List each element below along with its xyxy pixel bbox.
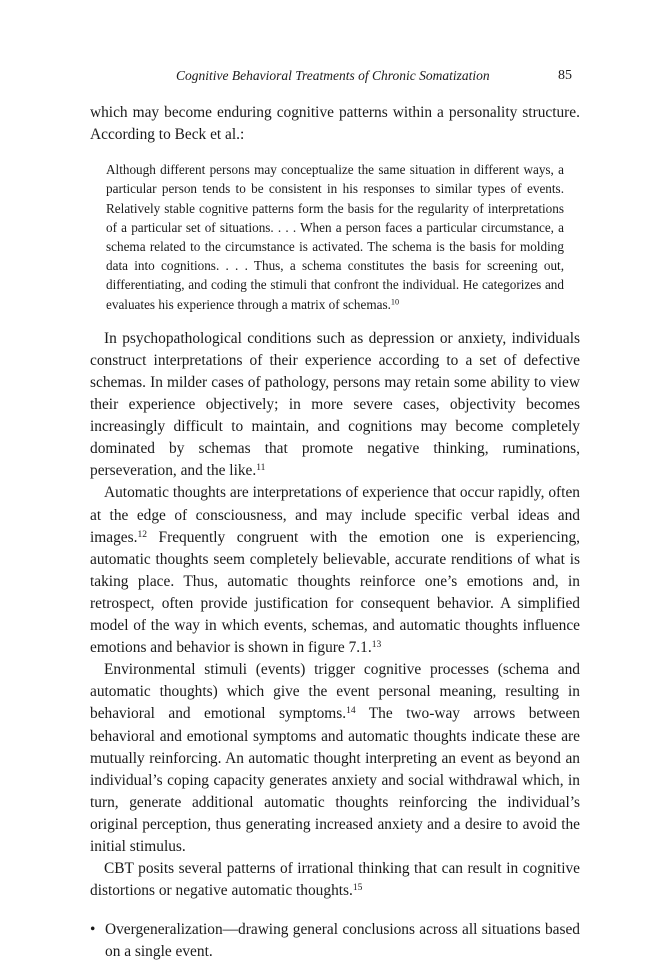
paragraph-text: The two-way arrows between behavioral and emotional symptoms and automatic thoughts indicate these are mutually reinforcing. An automatic thought interpreting an event as beyond an individual’s coping capacity generates anxiety and social withdrawal which, in turn, generate additional automatic thoughts reinforcing the individual’s original perception, thus generating increased anxiety and a desire to avoid the initial stimulus. xyxy=(90,705,580,855)
footnote-ref: 14 xyxy=(346,705,356,717)
paragraph-automatic-thoughts xyxy=(90,482,580,659)
footnote-ref: 15 xyxy=(352,881,363,893)
paragraph-text: Automatic thoughts are interpretations of experience that occur rapidly, often at the edge of consciousness, and may include specific verbal ideas and images. xyxy=(90,484,580,546)
intro-paragraph xyxy=(90,102,580,146)
paragraph-cbt xyxy=(90,858,580,902)
footnote-ref: 11 xyxy=(256,462,266,474)
paragraph-text: CBT posits several patterns of irrational thinking that can result in cognitive distortions or negative automatic thoughts. xyxy=(90,860,580,900)
block-quote-text: Although different persons may conceptualize the same situation in different ways, a particular person tends to be consistent in his responses to similar types of events. Relatively stable cognitive patterns form the basis for the regularity of interpretations of a particular set of situations. . . . When a person faces a particular circumstance, a schema related to the circumstance is activated. The schema is the basis for molding data into cognitions. . . . Thus, a schema constitutes the basis for screening out, differentiating, and coding the stimuli that confront the individual. He categorizes and evaluates his experience through a matrix of schemas. xyxy=(106,162,564,312)
paragraph-environmental-stimuli xyxy=(90,659,580,858)
bullet-marker: • xyxy=(90,921,96,939)
page-number: 85 xyxy=(558,68,572,83)
block-quote xyxy=(106,160,564,314)
page-header xyxy=(90,68,580,88)
distortion-list xyxy=(90,919,580,963)
running-head: Cognitive Behavioral Treatments of Chronic Somatization xyxy=(176,68,490,83)
footnote-ref: 10 xyxy=(390,297,400,307)
list-item-text: Overgeneralization—drawing general conclusions across all situations based on a single event. xyxy=(105,921,580,961)
paragraph-text: In psychopathological conditions such as depression or anxiety, individuals construct interpretations of their experience according to a set of defective schemas. In milder cases of pathology, persons may retain some ability to view their experience objectively; in more severe cases, objectivity becomes increasingly difficult to maintain, and cognitions may become completely dominated by schemas that promote negative thinking, ruminations, perseveration, and the like. xyxy=(90,329,580,480)
list-item xyxy=(90,919,580,963)
paragraph-text: Frequently congruent with the emotion one is experiencing, automatic thoughts seem completely believable, accurate renditions of what is taking place. Thus, automatic thoughts reinforce one’s emotions and, in retrospect, often provide justification for consequent behavior. A simplified model of the way in which events, schemas, and automatic thoughts influence emotions and behavior is shown in figure 7.1. xyxy=(90,528,580,657)
footnote-ref: 13 xyxy=(371,638,382,650)
paragraph-text: Environmental stimuli (events) trigger cognitive processes (schema and automatic thoughts) which give the event personal meaning, resulting in behavioral and emotional symptoms. xyxy=(90,661,580,723)
body-text xyxy=(90,102,580,963)
paragraph-schemas xyxy=(90,328,580,483)
intro-text: which may become enduring cognitive patterns within a personality structure. According to Beck et al.: xyxy=(90,104,580,144)
footnote-ref: 12 xyxy=(137,528,147,540)
